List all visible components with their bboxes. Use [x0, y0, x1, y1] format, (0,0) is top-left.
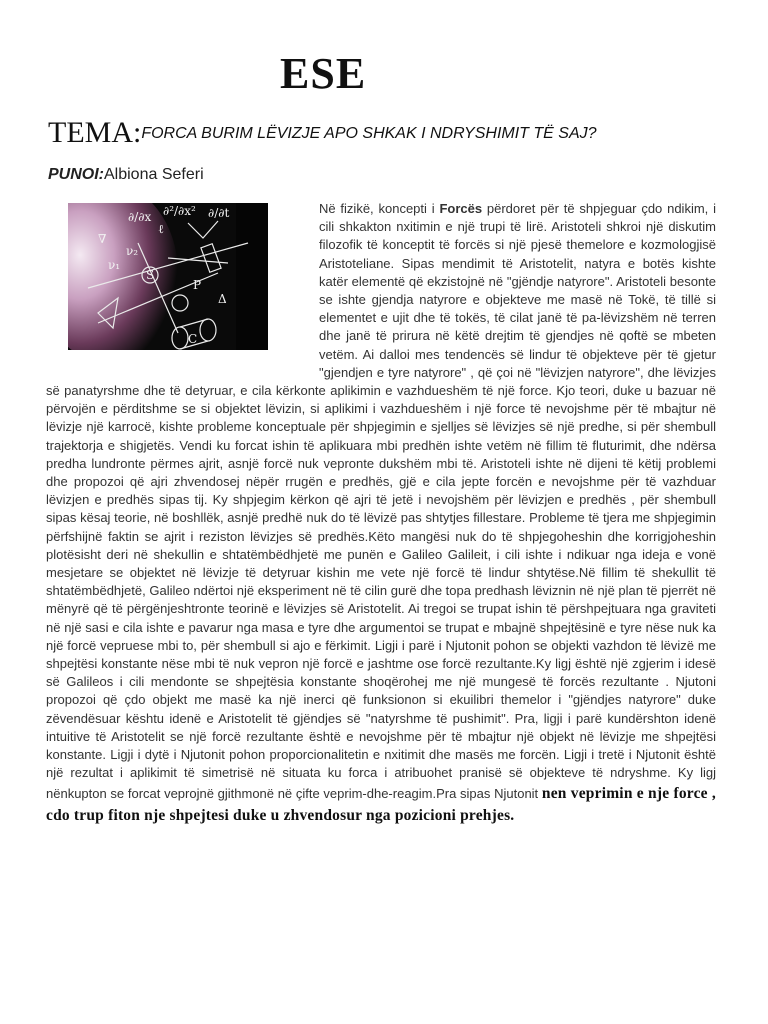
formula-token: Δ	[218, 292, 227, 306]
author-label: PUNOI:	[48, 166, 104, 183]
formula-token: ν₁	[108, 258, 121, 272]
formula-token: ∂/∂t	[208, 206, 230, 220]
document-title: ESE	[280, 49, 367, 98]
paragraph-text: përdoret për të shpjeguar çdo ndikim, i cili shkakton nxitimin e një trupi të lirë. Aristoteli shkroi një diskutim filozofik të konceptit të forcës si një pjesë themelore e kozmologjisë Aristoteliane. Sipas mendimit të Aristotelit, natyra e botës kishte katër elementë që ekzistojnë në "gjëndje natyrore". Aristoteli besonte se ishte gjendja natyrore e objekteve me masë në Tokë, të tillë si elementet e ujit dhe të tokës, të cilat janë të pa-lëvizshëm në terren dhe janë të prirura në këtë drejtim të gjendjes në qoftë se mbeten vetëm. Ai dalloi mes tendencës së lindur të objekteve për të gjetur "gjendjen e tyre natyrore" , që çoi në "lëvizjen natyrore", dhe lëvizjes së panatyrshme dhe të detyruar, e cila kërkonte aplikimin e vazhdueshëm të një force. Kjo teori, duke u bazuar në përvojën e përditshme se si objektet lëvizin, si aplikimi i vazhdueshëm i një force të nevojshme për të mbajtur në lëvizje një karrocë, kishte probleme konceptuale për shpjegimin e sjelljes së lëvizjes së një predhe, si për shembull trajektorja e shigjetës. Vendi ku forcat ishin të aplikuara mbi predhën ishte vetëm në fillim të fluturimit, dhe ndërsa predha lundronte përmes ajrit, asnjë forcë nuk vepronte dukshëm mbi të. Aristoteli ishte në dijeni të këtij problemi dhe propozoi që ajri zhvendosej nëpër rrugën e predhës, gjë e cila jepte forcën e nevojshme për të vazhduar lëvizjen e predhës sipas tij. Ky shpjegim kërkon që ajri të jetë i nevojshëm për lëvizjen e predhës , për shembull sipas kësaj teorie, në boshllëk, asnjë predhë nuk do të lëvizë pas shtytjes fillestare. Probleme të tjera me shpjegimin përfshijnë faktin se ajrit i reziston lëvizjes së predhës.Këto mangësi nuk do të shpjegoheshin dhe korrigjoheshin plotësisht deri në shekullin e shtatëmbëdhjetë me punën e Galileo Galileit, i cili ishte i ndikuar nga ideja e vonë mesjetare se objektet në lëvizje të detyruar kishin me vete një forcë të lindur shtytëse.Në fillim të shekullit të shtatëmbëdhjetë, Galileo ndërtoi një eksperiment në të cilin gurë dhe topa predhash lëviznin në një plan të pjerrët në mënyrë që të përgënjeshtronte teorinë e lëvizjes së Aristotelit. Ai tregoi se trupat ishin të përshpejtuara nga graviteti në një sasi e cila ishte e pavarur nga masa e tyre dhe argumentoi se trupat e mbajnë shpejtësinë e tyre nëse nuk ka një forcë vepruese mbi to, për shembull si ajo e fërkimit. Ligji i parë i Njutonit pohon se objekti vazhdon të lëvizë me shpejtësi konstante nëse mbi të nuk vepron një forcë e jashtme ose forcë rezultante.Ky ligj është një zgjerim i idesë së Galileos i cili mendonte se shpejtësia konstante shoqërohej me një mungesë të forcës rezultante . Njutoni propozoi që çdo objekt me masë ka një inerci që funksionon si ekuilibri themelor i "gjëndjes natyrore" duke zëvendësuar kështu idenë e Aristotelit të gjëndjes së "natyrshme të pushimit". Pra, ligji i parë kundërshton idenë intuitive të Aristotelit se një forcë rezultante është e nevojshme për të mbajtur një objekt në lëvizje me shpejtësi konstante. Ligji i dytë i Njutonit pohon proporcionalitetin e nxitimit dhe masës me forcën. Ligji i tretë i Njutonit është një rezultat i aplikimit të simetrisë në situata ku forca i atribuohet pranisë së objekteve të ndryshme. Ky ligj nënkupton se forcat veprojnë gjithmonë në çifte veprim-dhe-reagim.Pra sipas Njutonit	[46, 201, 716, 801]
essay-body	[46, 200, 716, 827]
formula-token: ℓ	[158, 222, 164, 236]
topic-line	[48, 116, 597, 150]
formula-token: ∂²/∂x²	[163, 204, 196, 218]
figure-spacer	[46, 200, 319, 368]
formula-token: ∇	[98, 232, 107, 246]
author-name: Albiona Seferi	[104, 166, 204, 183]
paragraph-conclusion: nen veprimin e nje force , cdo trup fiton nje shpejtesi duke u zhvendosur nga pozicioni prehjes.	[46, 784, 716, 824]
paragraph-lead: Në fizikë, koncepti i	[319, 201, 440, 216]
topic-text: FORCA BURIM LËVIZJE APO SHKAK I NDRYSHIMIT TË SAJ?	[141, 125, 597, 142]
formula-token: ∂/∂x	[128, 210, 152, 224]
formula-token: ν₂	[126, 244, 139, 258]
formula-token: C	[188, 332, 198, 346]
formula-token: S	[146, 268, 155, 282]
formula-token: P	[193, 278, 202, 292]
topic-label: TEMA:	[48, 116, 142, 149]
author-line	[48, 166, 204, 184]
paragraph-bold-word: Forcës	[439, 201, 483, 216]
